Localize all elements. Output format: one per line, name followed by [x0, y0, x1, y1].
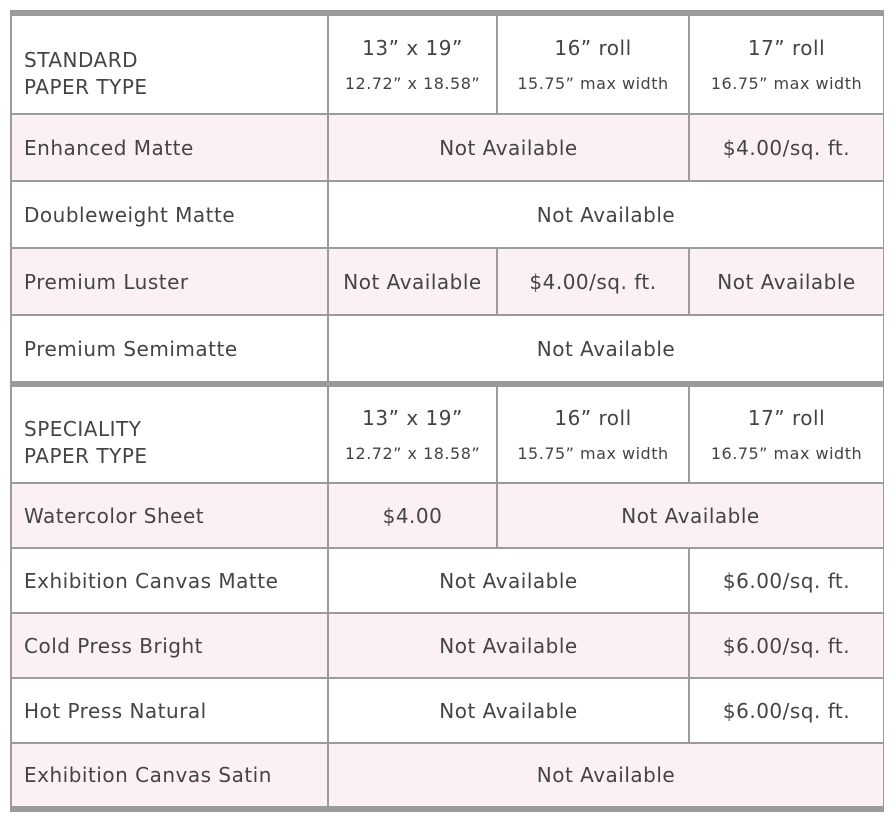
heading-line-2: PAPER TYPE — [24, 75, 148, 99]
table-row — [10, 549, 884, 614]
size-sublabel: 15.75” max width — [517, 444, 669, 463]
paper-name: Premium Luster — [12, 249, 329, 316]
paper-name: Watercolor Sheet — [12, 484, 329, 549]
size-13x19-header — [329, 16, 498, 115]
size-label: 17” roll — [747, 406, 826, 430]
size-sublabel: 15.75” max width — [517, 74, 669, 93]
size-13x19-header — [329, 387, 498, 484]
table-row — [10, 182, 884, 249]
speciality-header-row — [10, 387, 884, 484]
standard-paper-section — [10, 10, 884, 381]
heading-line-1: SPECIALITY — [24, 417, 142, 441]
size-16-roll-header — [498, 16, 690, 115]
paper-name: Cold Press Bright — [12, 614, 329, 679]
size-17-roll-header — [690, 16, 883, 115]
price-cell: Not Available — [690, 249, 883, 316]
paper-name: Hot Press Natural — [12, 679, 329, 744]
price-cell: Not Available — [536, 336, 676, 361]
table-row — [10, 744, 884, 806]
price-cell: $4.00 — [329, 484, 498, 549]
paper-name: Exhibition Canvas Matte — [12, 549, 329, 614]
price-cell: Not Available — [329, 614, 690, 679]
speciality-paper-section — [10, 381, 884, 812]
table-row — [10, 249, 884, 316]
pricing-table — [10, 10, 884, 812]
price-cell: $4.00/sq. ft. — [690, 115, 883, 182]
speciality-paper-type-heading — [12, 387, 329, 484]
size-17-roll-header — [690, 387, 883, 484]
paper-name: Doubleweight Matte — [12, 182, 329, 249]
size-16-roll-header — [498, 387, 690, 484]
size-sublabel: 16.75” max width — [710, 74, 863, 93]
price-cell: $6.00/sq. ft. — [690, 614, 883, 679]
table-row — [10, 614, 884, 679]
size-sublabel: 12.72” x 18.58” — [344, 74, 481, 93]
price-cell: Not Available — [329, 182, 883, 249]
paper-name: Enhanced Matte — [12, 115, 329, 182]
table-row — [10, 679, 884, 744]
price-cell: $4.00/sq. ft. — [498, 249, 690, 316]
heading-line-1: STANDARD — [24, 48, 139, 72]
size-label: 17” roll — [747, 36, 826, 60]
size-sublabel: 12.72” x 18.58” — [344, 444, 481, 463]
table-row — [10, 115, 884, 182]
price-cell: Not Available — [498, 484, 883, 549]
price-cell: Not Available — [329, 115, 690, 182]
price-cell: Not Available — [329, 549, 690, 614]
size-sublabel: 16.75” max width — [710, 444, 863, 463]
paper-name: Premium Semimatte — [12, 316, 329, 381]
heading-line-2: PAPER TYPE — [24, 444, 148, 468]
standard-paper-type-heading — [12, 16, 329, 115]
size-label: 16” roll — [554, 406, 632, 430]
price-cell: Not Available — [329, 744, 883, 806]
table-row — [10, 316, 884, 381]
size-label: 16” roll — [554, 36, 632, 60]
price-cell: Not Available — [329, 249, 498, 316]
price-cell: $6.00/sq. ft. — [690, 549, 883, 614]
paper-name: Exhibition Canvas Satin — [12, 744, 329, 806]
size-label: 13” x 19” — [362, 36, 463, 60]
table-row — [10, 484, 884, 549]
standard-header-row — [10, 16, 884, 115]
size-label: 13” x 19” — [362, 406, 463, 430]
price-cell: Not Available — [329, 679, 690, 744]
price-cell: $6.00/sq. ft. — [690, 679, 883, 744]
